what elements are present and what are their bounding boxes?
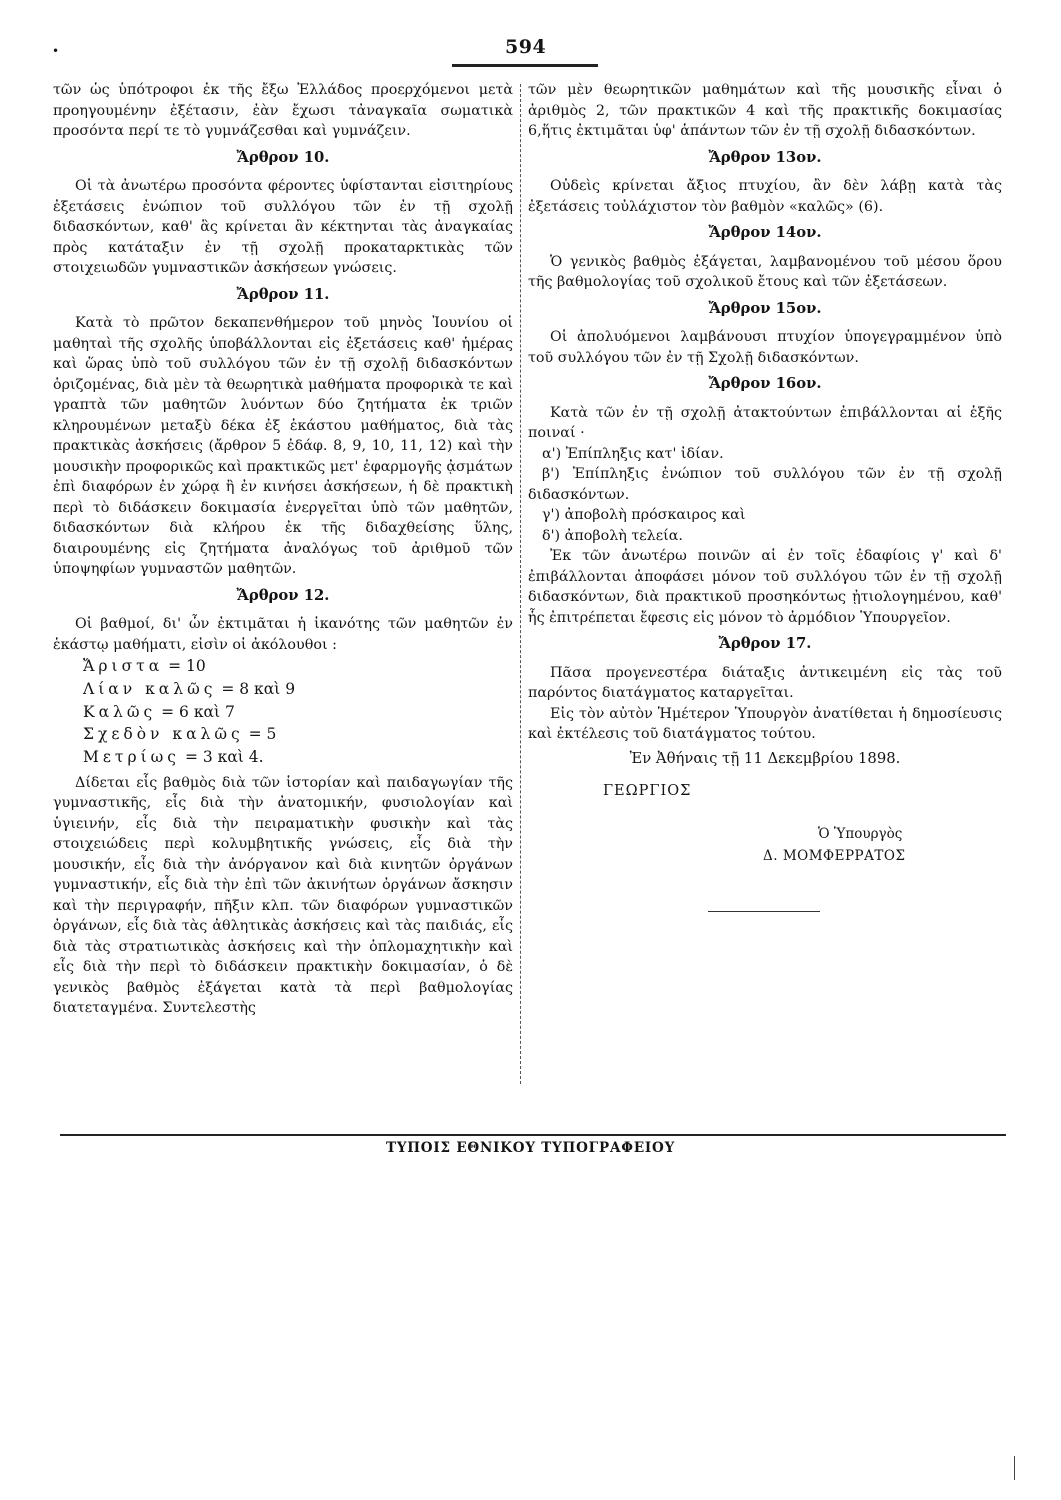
minister-title: Ὁ Ὑπουργὸς — [818, 825, 903, 842]
penalty-item: δ') ἀποβολὴ τελεία. — [542, 527, 683, 544]
article-11-text: Κατὰ τὸ πρῶτον δεκαπενθήμερον τοῦ μηνὸς Ἰουνίου οἱ μαθηταὶ τῆς σχολῆς ὑποβάλλονται εἰς ἐξετάσεις καθ' ἡμέρας καὶ ὥρας ὑπὸ τοῦ συλλόγου τῶν ἐν τῇ σχολῇ διδασκόντων ὁριζομένας, διὰ μὲν τὰ θεωρητικὰ μαθήματα προφορικὰ τε καὶ γραπτὰ τῶν μαθητῶν λυόντων δύο ζητήματα ἐκ τριῶν κληρουμένων μεταξὺ δέκα ἐξ ἑκάστου μαθήματος, διὰ τὰς πρακτικὰς ἀσκήσεις (ἄρθρον 5 ἐδάφ. 8, 9, 10, 11, 12) καὶ τὴν μουσικὴν προφορικῶς καὶ πρακτικῶς μετ' ἐφαρμογῆς ᾀσμάτων ἐπὶ διαφόρων ἐν χώρᾳ ἢ ἐν κινήσει ἀσκήσεων, ἡ δὲ πρακτικὴ περὶ τὸ διδάσκειν δοκιμασία ἐνεργεῖται ὑπὸ τῶν μαθητῶν, διδασκόντων διὰ κλήρου ἐκ τῆς διδαχθείσης ὕλης, διαιρουμένης εἰς ζητήματα ἀναλόγως τοῦ ἀριθμοῦ τῶν ὑποψηφίων γυμναστῶν μαθητῶν. — [53, 315, 513, 577]
signature-rule — [708, 911, 820, 912]
grade-row — [83, 655, 513, 678]
article-12-text: Οἱ βαθμοί, δι' ὧν ἐκτιμᾶται ἡ ἱκανότης τῶν μαθητῶν ἐν ἑκάστῳ μαθήματι, εἰσὶν οἱ ἀκόλουθοι : — [53, 616, 513, 653]
grade-value: = 6 καὶ 7 — [161, 702, 235, 721]
article-12-continuation: Δίδεται εἷς βαθμὸς διὰ τῶν ἱστορίαν καὶ παιδαγωγίαν τῆς γυμναστικῆς, εἷς διὰ τὴν ἀνατομικήν, φυσιολογίαν καὶ ὑγιεινήν, εἷς διὰ τὴν πειραματικὴν φυσικὴν καὶ τὰς στοιχειώδεις περὶ κολυμβητικῆς γνώσεις, εἷς διὰ τὴν μουσικήν, εἷς διὰ τὴν ἀνόργανον καὶ διὰ κινητῶν ὀργάνων γυμναστικήν, εἷς διὰ τὴν ἐπὶ τῶν ἀκινήτων ὀργάνων ἄσκησιν καὶ τὴν περιγραφήν, πῆξιν κλπ. τῶν διαφόρων γυμναστικῶν ὀργάνων, εἷς διὰ τὰς ἀθλητικὰς ἀσκήσεις καὶ τὰς παιδιάς, εἷς διὰ τὰς στρατιωτικὰς ἀσκήσεις καὶ τὴν ὁπλομαχητικὴν καὶ εἷς διὰ τὴν περὶ τὸ διδάσκειν πρακτικὴν δοκιμασίαν, ὁ δὲ γενικὸς βαθμὸς ἐξάγεται κατὰ τὰ περὶ βαθμολογίας διατεταγμένα. Συντελεστὴς — [53, 774, 513, 1017]
grade-row — [83, 723, 513, 746]
grade-value: = 10 — [168, 657, 206, 675]
article-16-continuation: Ἐκ τῶν ἀνωτέρω ποινῶν αἱ ἐν τοῖς ἐδαφίοις γ' καὶ δ' ἐπιβάλλονται ἀποφάσει μόνον τοῦ συλλόγου τῶν ἐν τῇ σχολῇ διδασκόντων, διὰ πρακτικοῦ προσηκόντως ᾐτιολογημένου, καθ' ἧς ἐπιτρέπεται ἔφεσις εἰς μόνον τὸ ἁρμόδιον Ὑπουργεῖον. — [528, 548, 1002, 626]
article-14-heading: Ἄρθρον 14ον. — [708, 224, 822, 241]
article-10-text: Οἱ τὰ ἀνωτέρω προσόντα φέροντες ὑφίστανται εἰσιτηρίους ἐξετάσεις ἐνώπιον τοῦ συλλόγου τῶν ἐν τῇ σχολῇ διδασκόντων, καθ' ἃς κρίνεται ἂν κέκτηνται τὰς ἀναγκαίας πρὸς κατάταξιν ἐν τῇ σχολῇ προκαταρκτικὰς τῶν στοιχειωδῶν γυμναστικῶν ἀσκήσεων γνώσεις. — [53, 178, 513, 276]
left-intro-paragraph: τῶν ὡς ὑπότροφοι ἐκ τῆς ἔξω Ἑλλάδος προερχόμενοι μετὰ προηγουμένην ἐξέτασιν, ἐὰν ἔχωσι τἀναγκαῖα σωματικὰ προσόντα περί τε τὸ γυμνάζεσθαι καὶ γυμνάζειν. — [53, 82, 513, 139]
article-11-heading: Ἄρθρον 11. — [236, 285, 330, 303]
right-intro-paragraph: τῶν μὲν θεωρητικῶν μαθημάτων καὶ τῆς μουσικῆς εἶναι ὁ ἀριθμὸς 2, τῶν πρακτικῶν 4 καὶ τῆς πρακτικῆς δοκιμασίας 6,ἥτις ἐκτιμᾶται ὑφ' ἁπάντων τῶν ἐν τῇ σχολῇ διδασκόντων. — [528, 82, 1002, 139]
article-13-heading: Ἄρθρον 13ον. — [708, 148, 822, 166]
article-12-heading: Ἄρθρον 12. — [236, 586, 330, 604]
article-17-heading: Ἄρθρον 17. — [718, 635, 812, 652]
footer-rule — [60, 1134, 1006, 1136]
article-15-text: Οἱ ἀπολυόμενοι λαμβάνουσι πτυχίον ὑπογεγραμμένον ὑπὸ τοῦ συλλόγου τῶν ἐν τῇ Σχολῇ διδασκόντων. — [528, 329, 1002, 366]
right-column — [528, 80, 1002, 912]
column-divider — [520, 84, 521, 1084]
grade-name: Ἄριστα — [83, 657, 164, 675]
decree-date: Ἐν Ἀθήναις τῇ 11 Δεκεμβρίου 1898. — [629, 749, 901, 767]
penalty-item: α') Ἐπίπληξις κατ' ἰδίαν. — [542, 445, 724, 462]
grade-value: = 3 καὶ 4. — [184, 748, 264, 767]
execution-clause: Εἰς τὸν αὐτὸν Ἡμέτερον Ὑπουργὸν ἀνατίθεται ἡ δημοσίευσις καὶ ἐκτέλεσις τοῦ διατάγματος τούτου. — [528, 705, 1002, 742]
article-16-text: Κατὰ τῶν ἐν τῇ σχολῇ ἀτακτούντων ἐπιβάλλονται αἱ ἑξῆς ποιναί · — [528, 404, 1002, 441]
grade-value: = 8 καὶ 9 — [221, 679, 296, 698]
grade-value: = 5 — [248, 725, 277, 744]
article-14-text: Ὁ γενικὸς βαθμὸς ἐξάγεται, λαμβανομένου τοῦ μέσου ὅρου τῆς βαθμολογίας τοῦ σχολικοῦ ἔτους καὶ τῶν ἐξετάσεων. — [528, 253, 1002, 290]
article-13-text: Οὐδεὶς κρίνεται ἄξιος πτυχίου, ἂν δὲν λάβῃ κατὰ τὰς ἐξετάσεις τοὐλάχιστον τὸν βαθμὸν «καλῶς» (6). — [528, 178, 1002, 215]
minister-name: Δ. ΜΟΜΦΕΡΡΑΤΟΣ — [763, 848, 906, 864]
grade-name: Καλῶς — [83, 702, 157, 721]
grade-row — [83, 678, 513, 701]
grade-name: Μετρίως — [83, 748, 180, 767]
printer-imprint: ΤΥΠΟΙΣ ΕΘΝΙΚΟΥ ΤΥΠΟΓΡΑΦΕΙΟΥ — [385, 1140, 676, 1156]
left-column — [53, 80, 513, 1019]
edge-mark — [1014, 1456, 1015, 1480]
penalty-item: γ') ἀποβολὴ πρόσκαιρος καὶ — [542, 507, 746, 523]
page-number-rule — [452, 64, 598, 67]
grade-row — [83, 701, 513, 724]
article-17-text: Πᾶσα προγενεστέρα διάταξις ἀντικειμένη εἰς τὰς τοῦ παρόντος διατάγματος καταργεῖται. — [528, 664, 1002, 701]
penalty-item: β') Ἐπίπληξις ἐνώπιον τοῦ συλλόγου τῶν ἐν τῇ σχολῇ διδασκόντων. — [528, 466, 1002, 503]
article-10-heading: Ἄρθρον 10. — [236, 148, 330, 166]
article-15-heading: Ἄρθρον 15ον. — [708, 299, 822, 317]
page-number: 594 — [505, 36, 547, 58]
grade-row — [83, 746, 513, 769]
grade-name: Λίαν καλῶς — [83, 679, 217, 698]
grade-scale — [83, 655, 513, 769]
margin-dot: • — [52, 44, 60, 58]
grade-name: Σχεδὸν καλῶς — [83, 725, 244, 744]
king-signature: ΓΕΩΡΓΙΟΣ — [603, 783, 692, 799]
penalty-list — [528, 444, 1002, 547]
article-16-heading: Ἄρθρον 16ον. — [708, 375, 822, 392]
